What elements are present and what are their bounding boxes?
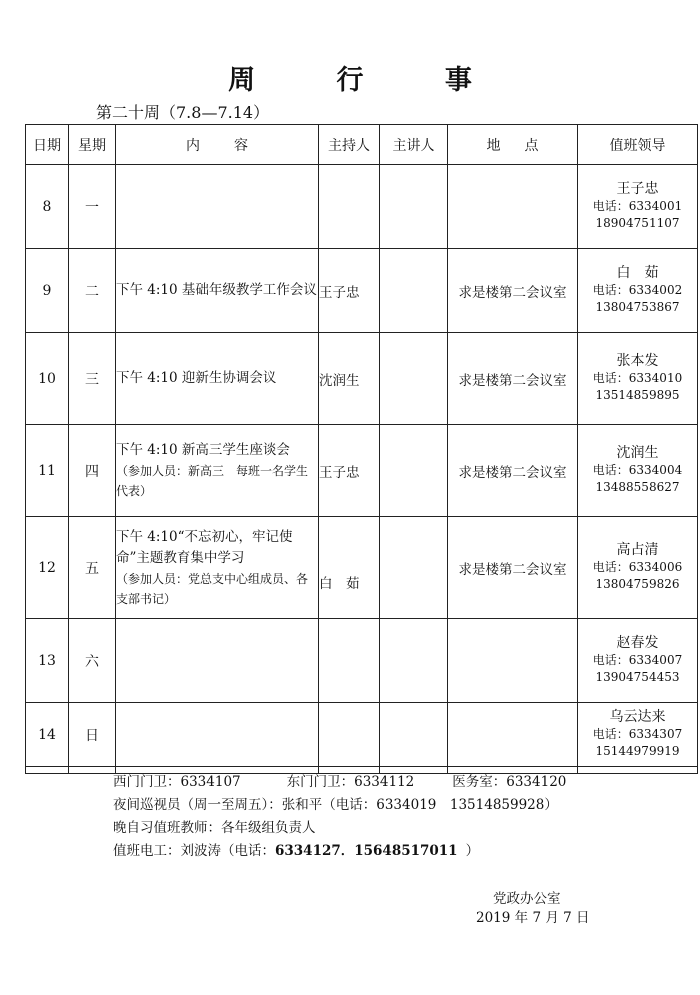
electrician-phones: 6334127．15648517011 xyxy=(275,843,458,859)
row-weekday: 四 xyxy=(69,425,116,517)
table-row xyxy=(26,333,698,425)
contact-footer xyxy=(113,771,566,863)
row-host: 白 茹 xyxy=(319,517,380,619)
night-patrol-line: 夜间巡视员（周一至周五）：张和平（电话：6334019 13514859928） xyxy=(113,797,558,813)
page-title: 周 行 事 xyxy=(228,65,508,96)
leader-mobile: 13514859895 xyxy=(595,388,680,402)
row-weekday: 六 xyxy=(69,619,116,703)
electrician-line xyxy=(113,840,566,863)
row-leader xyxy=(578,517,698,619)
row-host xyxy=(319,703,380,767)
row-leader xyxy=(578,425,698,517)
header-weekday: 星期 xyxy=(69,125,116,165)
row-place xyxy=(448,703,578,767)
header-host: 主持人 xyxy=(319,125,380,165)
row-content-main: 下午 4:10“不忘初心，牢记使命”主题教育集中学习 xyxy=(116,528,293,566)
spacer-cell xyxy=(69,767,116,774)
header-leader: 值班领导 xyxy=(578,125,698,165)
leader-phone: 电话：6334007 xyxy=(592,653,683,667)
row-content xyxy=(116,333,319,425)
row-date: 8 xyxy=(26,165,69,249)
row-leader xyxy=(578,249,698,333)
row-content-main: 下午 4:10 迎新生协调会议 xyxy=(116,370,277,386)
leader-name: 白 茹 xyxy=(616,265,659,281)
leader-mobile: 18904751107 xyxy=(595,216,680,230)
row-place: 求是楼第二会议室 xyxy=(448,517,578,619)
row-speaker xyxy=(380,333,448,425)
leader-name: 沈润生 xyxy=(616,445,659,461)
table-row xyxy=(26,703,698,767)
row-date: 9 xyxy=(26,249,69,333)
leader-name: 王子忠 xyxy=(616,181,659,197)
row-weekday: 一 xyxy=(69,165,116,249)
row-leader xyxy=(578,333,698,425)
row-host: 王子忠 xyxy=(319,249,380,333)
table-row xyxy=(26,425,698,517)
row-speaker xyxy=(380,425,448,517)
table-row xyxy=(26,249,698,333)
row-date: 14 xyxy=(26,703,69,767)
leader-mobile: 15144979919 xyxy=(595,744,680,758)
electrician-prefix: 值班电工：刘波涛（电话： xyxy=(113,843,275,859)
row-host: 沈润生 xyxy=(319,333,380,425)
row-content xyxy=(116,703,319,767)
header-content: 内容 xyxy=(116,125,319,165)
schedule-table xyxy=(25,124,698,774)
table-row xyxy=(26,619,698,703)
row-content xyxy=(116,619,319,703)
row-place: 求是楼第二会议室 xyxy=(448,425,578,517)
row-host xyxy=(319,619,380,703)
issuer: 党政办公室 xyxy=(493,891,561,907)
leader-name: 张本发 xyxy=(616,353,659,369)
leader-name: 乌云达来 xyxy=(609,709,666,725)
leader-phone: 电话：6334006 xyxy=(592,560,683,574)
row-date: 10 xyxy=(26,333,69,425)
leader-mobile: 13804753867 xyxy=(595,300,680,314)
row-content xyxy=(116,517,319,619)
row-speaker xyxy=(380,249,448,333)
west-gate-phone: 西门门卫：6334107 xyxy=(113,774,241,790)
table-row xyxy=(26,165,698,249)
header-place: 地点 xyxy=(448,125,578,165)
electrician-suffix: ） xyxy=(465,843,480,859)
row-place: 求是楼第二会议室 xyxy=(448,333,578,425)
leader-mobile: 13488558627 xyxy=(595,480,680,494)
row-leader xyxy=(578,165,698,249)
spacer-cell xyxy=(26,767,69,774)
row-leader xyxy=(578,619,698,703)
clinic-phone: 医务室：6334120 xyxy=(452,774,567,790)
row-leader xyxy=(578,703,698,767)
leader-phone: 电话：6334010 xyxy=(592,371,683,385)
row-date: 11 xyxy=(26,425,69,517)
row-content-note: （参加人员：新高三 每班一名学生代表） xyxy=(116,464,309,498)
row-content xyxy=(116,165,319,249)
gate-phones-line xyxy=(113,771,566,794)
spacer-cell xyxy=(578,767,698,774)
row-date: 13 xyxy=(26,619,69,703)
leader-phone: 电话：6334002 xyxy=(592,283,683,297)
leader-mobile: 13804759826 xyxy=(595,577,680,591)
row-content-main: 下午 4:10 基础年级教学工作会议 xyxy=(116,282,317,298)
row-content-note: （参加人员：党总支中心组成员、各支部书记） xyxy=(116,571,309,606)
row-host: 王子忠 xyxy=(319,425,380,517)
row-date: 12 xyxy=(26,517,69,619)
row-content xyxy=(116,425,319,517)
row-speaker xyxy=(380,165,448,249)
issue-date: 2019 年 7 月 7 日 xyxy=(476,910,590,926)
leader-phone: 电话：6334307 xyxy=(592,727,683,741)
table-header-row xyxy=(26,125,698,165)
week-label: 第二十周（7.8—7.14） xyxy=(96,103,270,122)
header-speaker: 主讲人 xyxy=(380,125,448,165)
row-content xyxy=(116,249,319,333)
row-place xyxy=(448,619,578,703)
header-date: 日期 xyxy=(26,125,69,165)
leader-mobile: 13904754453 xyxy=(595,670,680,684)
row-weekday: 三 xyxy=(69,333,116,425)
row-host xyxy=(319,165,380,249)
study-duty-line: 晚自习值班教师：各年级组负责人 xyxy=(113,820,316,836)
east-gate-phone: 东门门卫：6334112 xyxy=(286,774,415,790)
row-speaker xyxy=(380,517,448,619)
row-content-main: 下午 4:10 新高三学生座谈会 xyxy=(116,442,290,458)
row-place xyxy=(448,165,578,249)
leader-phone: 电话：6334001 xyxy=(592,199,683,213)
row-speaker xyxy=(380,703,448,767)
row-weekday: 二 xyxy=(69,249,116,333)
row-place: 求是楼第二会议室 xyxy=(448,249,578,333)
row-weekday: 日 xyxy=(69,703,116,767)
row-weekday: 五 xyxy=(69,517,116,619)
table-row xyxy=(26,517,698,619)
leader-phone: 电话：6334004 xyxy=(592,463,683,477)
leader-name: 赵春发 xyxy=(616,635,659,651)
row-speaker xyxy=(380,619,448,703)
leader-name: 高占清 xyxy=(616,542,659,558)
